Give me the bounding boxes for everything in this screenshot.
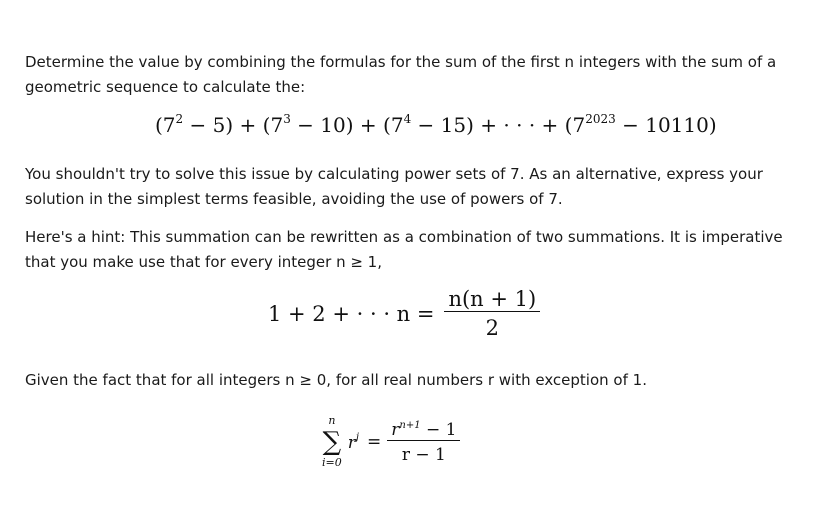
sigma-operator: [322, 414, 342, 470]
series-expression: [155, 112, 717, 137]
instruction-text: You shouldn't try to solve this issue by calculating power sets of 7. As an alternative, express your solution in the simplest terms feasible, avoiding the use of powers of 7.: [25, 165, 763, 208]
term-3: $(7^4 - 15)$ + · · · +: [383, 112, 565, 137]
sum-lhs: 1 + 2 + · · · n =: [268, 301, 435, 326]
sum-denominator: 2: [444, 311, 540, 340]
sigma-lower-limit: i=0: [322, 456, 342, 469]
sum-of-integers-formula: [268, 287, 540, 340]
sigma-symbol: ∑: [322, 427, 342, 457]
equals-sign: =: [366, 432, 382, 452]
geometric-fraction: [387, 420, 460, 465]
sum-fraction: [444, 287, 540, 340]
term-1: $(7^2 - 5)$ +: [155, 112, 263, 137]
geometric-sum-formula: [322, 414, 460, 470]
geometric-denominator: r − 1: [387, 440, 460, 465]
given-text: Given the fact that for all integers n ≥ 0, for all real numbers r with exception of 1.: [25, 371, 647, 389]
sigma-upper-limit: n: [328, 414, 336, 427]
sum-numerator: n(n + 1): [448, 287, 537, 311]
term-last: $(7^{2023} - 10110)$: [564, 112, 717, 137]
geometric-numerator: $r^{n+1} - 1$: [391, 419, 457, 440]
sigma-term: $r^j$: [347, 431, 359, 453]
intro-text: Determine the value by combining the formulas for the sum of the first n integers with the sum of a geometric sequence to calculate the:: [25, 53, 777, 96]
term-2: $(7^3 - 10)$ +: [262, 112, 384, 137]
hint-text: Here's a hint: This summation can be rewritten as a combination of two summations. It is imperative that you make use that for every integer n ≥ 1,: [25, 228, 783, 271]
